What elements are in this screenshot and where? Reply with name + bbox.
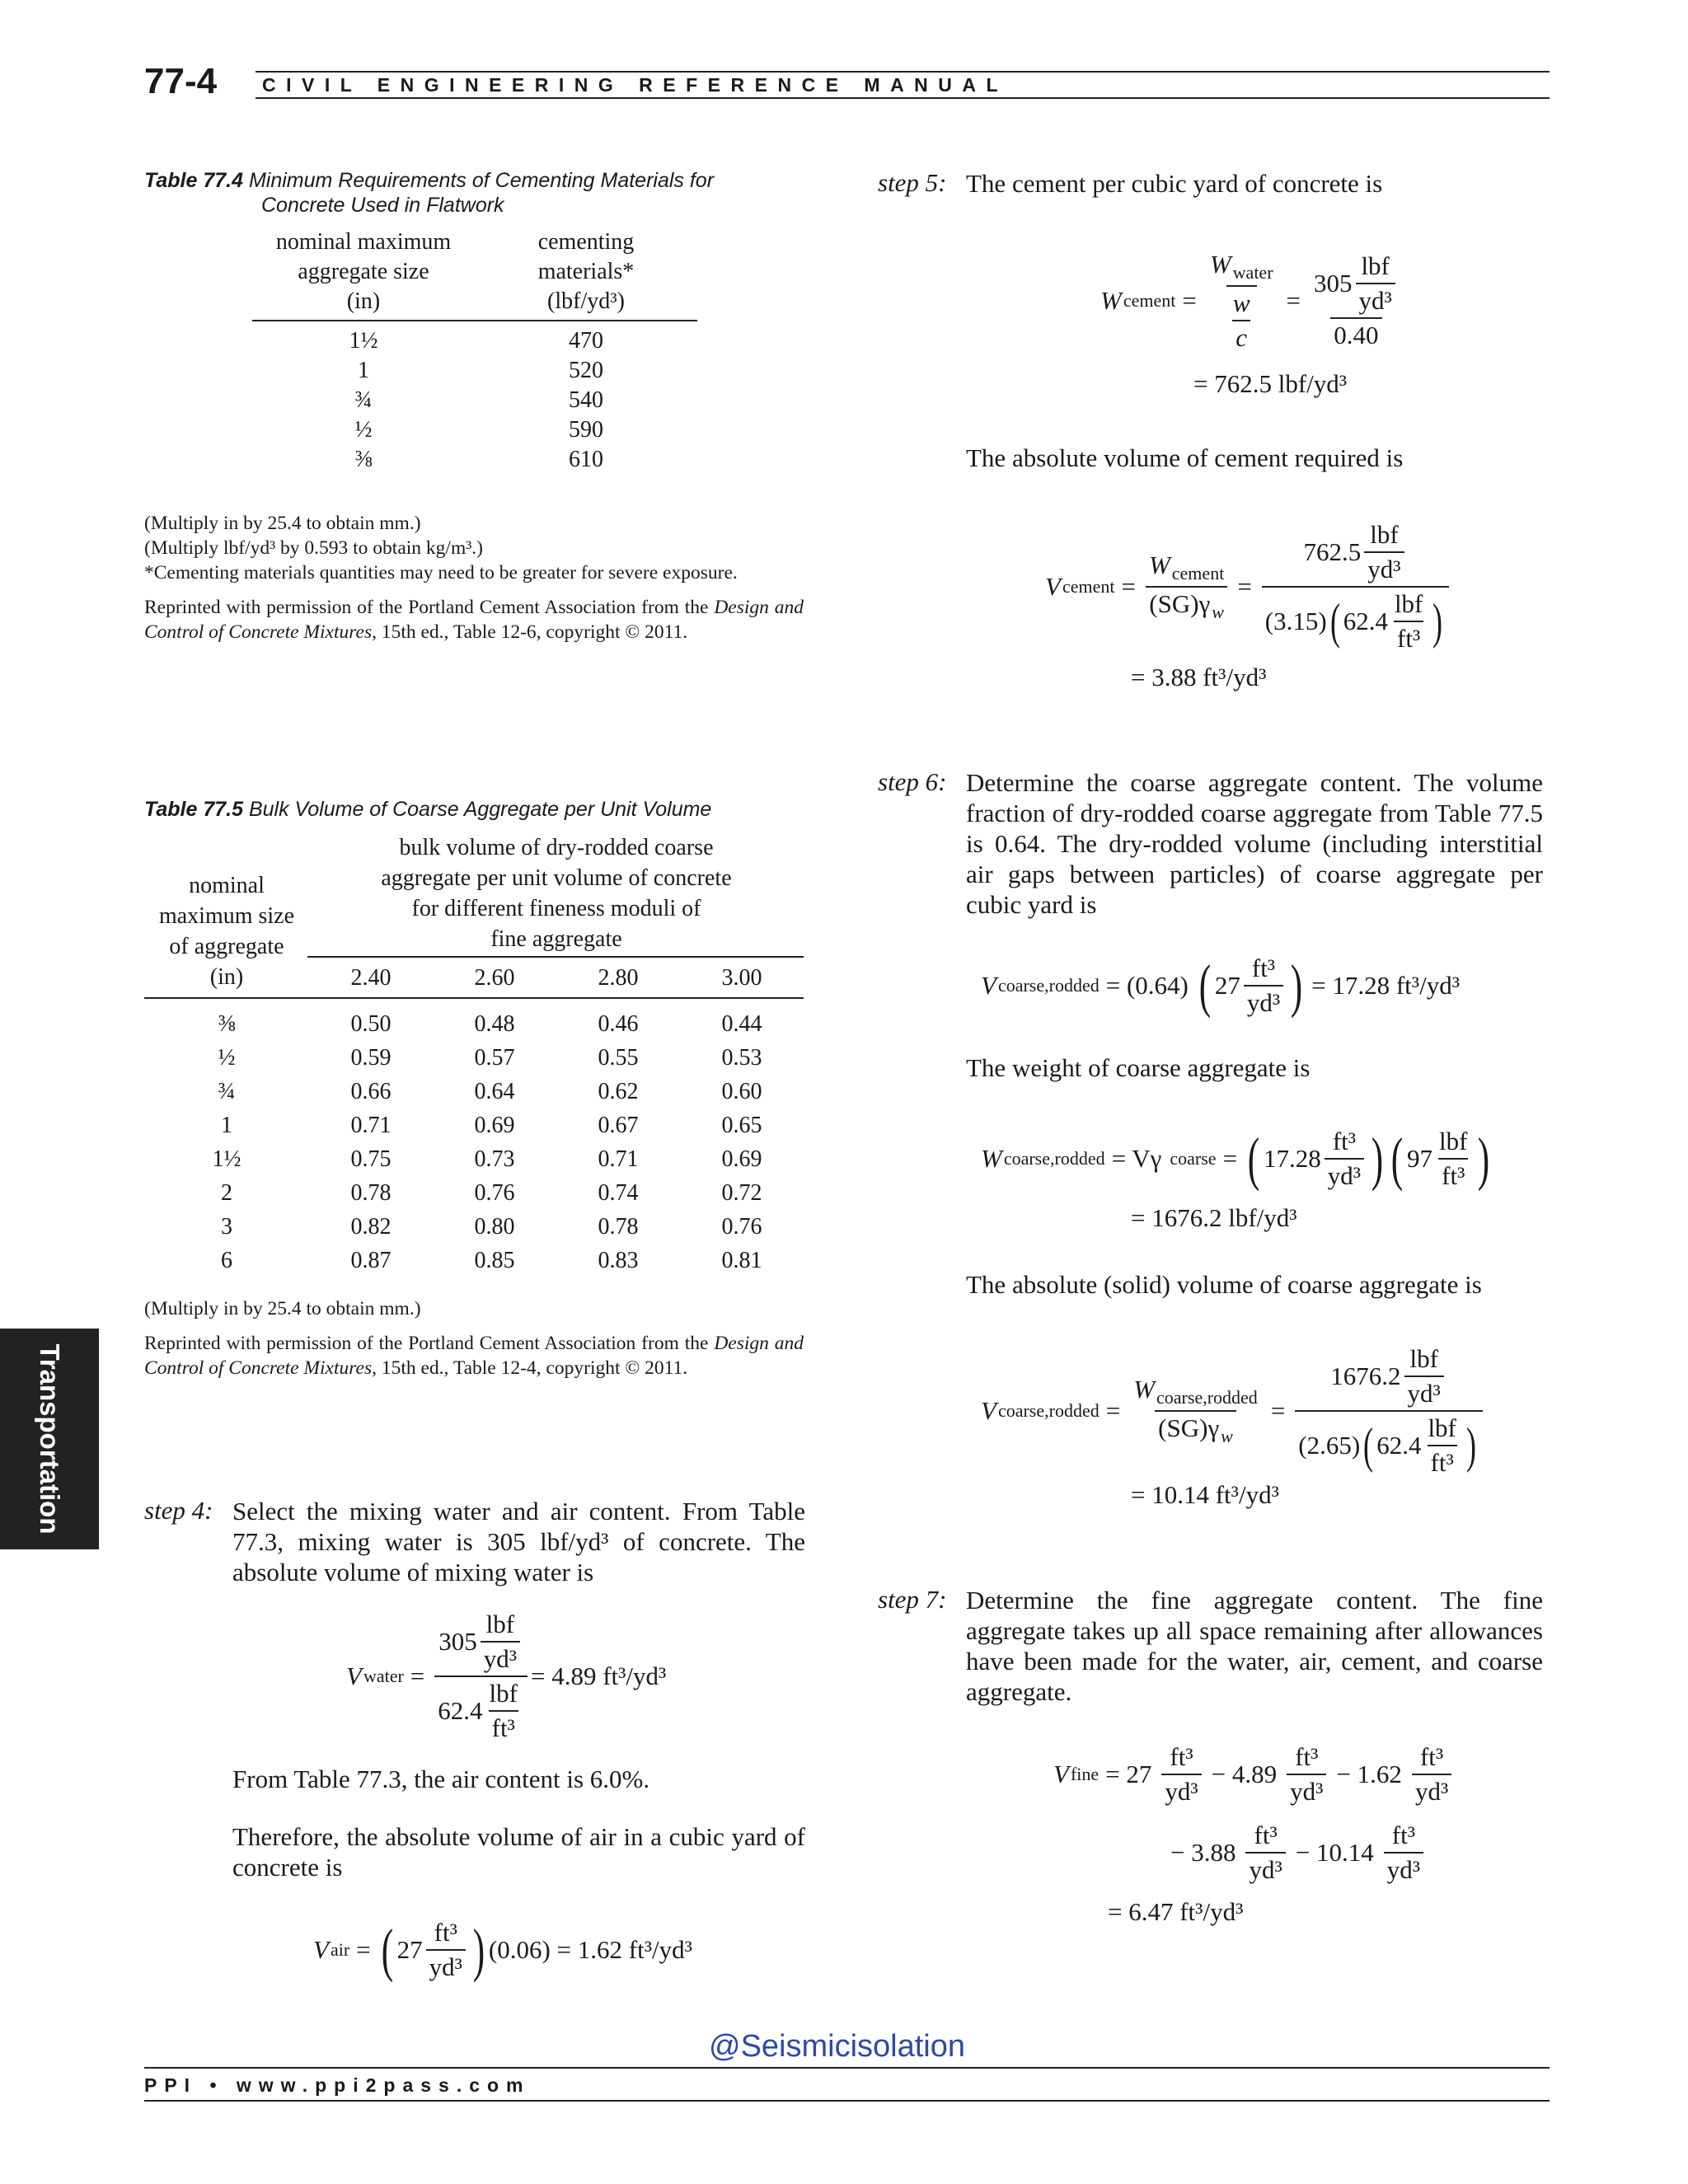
cell-value: 0.80	[474, 1214, 515, 1240]
head-line: cementing	[537, 229, 635, 255]
head-line: maximum size	[158, 903, 295, 929]
eq-symbol: V	[981, 1396, 996, 1425]
cell-size: ⅜	[218, 1011, 236, 1037]
page-number: 77-4	[144, 61, 218, 101]
table-77-4	[252, 227, 697, 475]
table-row	[252, 415, 697, 445]
credit-title: Design and Control of Concrete Mixtures	[144, 597, 804, 643]
cell-value: 0.78	[350, 1180, 392, 1206]
head-line: nominal	[189, 873, 265, 898]
table-row	[144, 1007, 804, 1041]
header-rule-top	[256, 71, 1550, 73]
eq-v-cement-result: = 3.88 ft³/yd³	[1131, 663, 1267, 691]
eq-v-air: V air = ( 27 $\frac{\text{ft³}}{\text{yd³}}$ ) (0.06) = 1.62 ft³/yd³	[313, 1917, 692, 1983]
caption-line: Minimum Requirements of Cementing Materials for	[248, 169, 715, 192]
eq-unit: yd³	[1287, 1774, 1326, 1807]
step-6-text-3: The absolute (solid) volume of coarse aggregate is	[966, 1270, 1482, 1299]
cell-value: 0.60	[721, 1079, 762, 1104]
cell-value: 0.50	[350, 1011, 392, 1037]
eq-subscript: cement	[1123, 290, 1176, 311]
table-row	[144, 1210, 804, 1244]
eq-result: = 17.28 ft³/yd³	[1311, 971, 1460, 1000]
cell-size: 1	[358, 358, 369, 383]
eq-subscript: fine	[1070, 1764, 1100, 1784]
table-row	[252, 386, 697, 415]
step-6-text-2: The weight of coarse aggregate is	[966, 1053, 1311, 1082]
head-line: aggregate per unit volume of concrete	[381, 865, 732, 891]
eq-value: − 10.14	[1295, 1838, 1374, 1867]
table-row	[144, 1176, 804, 1210]
eq-unit: yd³	[481, 1641, 520, 1674]
table-77-4-body	[252, 321, 697, 475]
eq-symbol: c	[1232, 320, 1250, 353]
eq-v-fine-line2	[1164, 1816, 1427, 1890]
eq-w-coarse-result: = 1676.2 lbf/yd³	[1131, 1203, 1297, 1232]
eq-unit: yd³	[1325, 1158, 1364, 1191]
cell-value: 520	[569, 358, 603, 383]
step-7-text: Determine the fine aggregate content. The fine aggregate takes up all space remaining after allowances have been made for the water, air, cement, and coarse aggregate.	[966, 1586, 1543, 1706]
cell-value: 0.85	[474, 1248, 515, 1273]
head-line: aggregate size	[298, 259, 429, 284]
table-77-5-body	[144, 1007, 804, 1277]
footer-text: PPI • www.ppi2pass.com	[144, 2074, 531, 2096]
head-line: nominal maximum	[275, 229, 452, 255]
cell-value: 0.87	[350, 1248, 392, 1273]
cell-value: 0.69	[721, 1146, 762, 1172]
step-4-label: step 4:	[144, 1496, 213, 1525]
cell-size: 1½	[212, 1146, 241, 1172]
eq-subscript: coarse,rodded	[1003, 1148, 1105, 1169]
eq-unit: lbf	[1394, 589, 1423, 618]
eq-v-coarse-rodded: V coarse,rodded = (0.64) ( 27 $\frac{\text{ft³}}{\text{yd³}}$ ) = 17.28 ft³/yd³	[981, 953, 1460, 1019]
credit-text: Reprinted with permission of the Portland Cement Association from the	[144, 597, 709, 618]
step-5-label: step 5:	[878, 168, 947, 197]
eq-subscript: water	[1232, 261, 1273, 283]
eq-unit: yd³	[1404, 1376, 1444, 1408]
eq-unit: lbf	[1361, 251, 1390, 280]
eq-value: (3.15)	[1264, 607, 1327, 635]
eq-value: 17.28	[1264, 1144, 1321, 1173]
eq-w-coarse-rodded: W coarse,rodded = Vγ coarse = ( 17.28 $\frac{\text{ft³}}{\text{yd³}}$ ) ( 97 $\frac{\text{lbf}}{\text{ft³}}$ )	[981, 1126, 1490, 1192]
eq-fraction: 762.5 $\frac{\text{lbf}}{\text{yd³}}$ (3.15) ( 62.4 $\frac{\text{lbf}}{\text{ft³}}$ )	[1262, 520, 1450, 654]
eq-symbol: (SG)γ	[1158, 1413, 1220, 1442]
cell-value: 0.71	[598, 1146, 639, 1172]
cell-value: 540	[569, 387, 603, 413]
cell-value: 0.81	[721, 1248, 762, 1273]
note: *Cementing materials quantities may need to be greater for severe exposure.	[144, 562, 738, 583]
eq-fraction	[1146, 551, 1227, 623]
eq-symbol: W	[1209, 249, 1231, 279]
head-rule	[144, 997, 804, 999]
eq-fraction	[434, 1610, 528, 1743]
eq-symbol: = Vγ	[1111, 1144, 1162, 1173]
eq-w-cement: W cement = $\frac{W_{water}}{\frac{w}{c}}$ = 305 $\frac{\text{lbf}}{\text{yd³}}$ 0.40	[1100, 231, 1405, 371]
eq-unit: lbf	[485, 1610, 515, 1638]
cell-size: 3	[221, 1214, 232, 1240]
cell-value: 0.53	[721, 1045, 762, 1071]
cell-size: ¾	[354, 387, 373, 413]
cell-value: 0.55	[598, 1045, 639, 1071]
step-4-text: Select the mixing water and air content. From Table 77.3, mixing water is 305 lbf/yd³ of concrete. The absolute volume of mixing water is	[232, 1497, 805, 1586]
eq-unit: ft³	[434, 1918, 457, 1947]
cell-value: 0.69	[474, 1113, 515, 1138]
step-5-text: The cement per cubic yard of concrete is	[966, 169, 1383, 198]
eq-symbol: (SG)γ	[1149, 589, 1211, 618]
cell-value: 0.76	[474, 1180, 515, 1206]
fm-head-row	[144, 963, 804, 993]
watermark: @Seismicisolation	[709, 2029, 966, 2064]
table-row	[144, 1142, 804, 1176]
eq-fraction	[1207, 250, 1277, 353]
eq-unit: ft³	[1295, 1742, 1319, 1771]
cell-value: 0.48	[474, 1011, 515, 1037]
eq-v-fine-result: = 6.47 ft³/yd³	[1108, 1897, 1244, 1926]
cell-value: 0.66	[350, 1079, 392, 1104]
eq-value: = 27	[1105, 1760, 1152, 1788]
head-line: (in)	[209, 964, 244, 990]
eq-symbol: w	[1232, 288, 1250, 317]
head-line: (lbf/yd³)	[547, 288, 625, 314]
cell-value: 0.46	[598, 1011, 639, 1037]
eq-value: = (0.64)	[1105, 971, 1189, 1000]
step-7-label: step 7:	[878, 1585, 947, 1614]
eq-result: = 4.89 ft³/yd³	[530, 1661, 667, 1690]
fm-head: 2.40	[350, 965, 392, 991]
group-rule	[307, 956, 804, 958]
eq-value: 62.4	[438, 1696, 483, 1725]
air-content-text: From Table 77.3, the air content is 6.0%.	[232, 1765, 650, 1793]
eq-v-coarse-solid: V coarse,rodded = $\frac{W_{coarse,rodded}}{(SG)\gamma_w}$ = 1676.2 $\frac{\text{lbf}}{\text{yd³}}$ (2.65) ( 62.4 $\frac{\text{lbf}}{\text{ft³}}$ )	[981, 1342, 1486, 1480]
eq-symbol: V	[346, 1661, 362, 1690]
eq-fraction: 1676.2 $\frac{\text{lbf}}{\text{yd³}}$ (2.65) ( 62.4 $\frac{\text{lbf}}{\text{ft³}}$ )	[1295, 1344, 1483, 1478]
table-label: Table 77.4	[144, 169, 243, 192]
cell-size: 1½	[349, 328, 378, 354]
eq-unit: ft³	[1170, 1742, 1193, 1771]
col-head-size	[252, 227, 475, 321]
cell-size: 2	[221, 1180, 232, 1206]
caption-line: Bulk Volume of Coarse Aggregate per Unit Volume	[248, 798, 712, 821]
eq-unit: ft³	[1251, 954, 1276, 982]
eq-value: (2.65)	[1298, 1431, 1361, 1460]
air-volume-text: Therefore, the absolute volume of air in a cubic yard of concrete is	[232, 1822, 805, 1882]
credit-text: , 15th ed., Table 12-4, copyright © 2011.	[372, 1357, 688, 1379]
cell-value: 0.57	[474, 1045, 515, 1071]
eq-value: − 4.89	[1211, 1760, 1278, 1788]
eq-value: − 3.88	[1170, 1838, 1236, 1867]
table-row	[252, 321, 697, 356]
credit	[144, 1331, 804, 1380]
eq-symbol: W	[1148, 551, 1170, 579]
table-row	[144, 1075, 804, 1108]
step-6-text: Determine the coarse aggregate content. The volume fraction of dry-rodded coarse aggregate from Table 77.5 is 0.64. The dry-rodded volume (including interstitial air gaps between particles) of coarse aggregate per cubic yard is	[966, 768, 1543, 919]
section-side-tab	[0, 1329, 99, 1549]
cell-value: 590	[569, 417, 603, 443]
cell-value: 0.78	[598, 1214, 639, 1240]
table-row	[144, 1108, 804, 1142]
table-77-5-notes	[144, 1296, 804, 1380]
footer-rule-bottom	[144, 2100, 1550, 2102]
cell-value: 0.44	[721, 1011, 762, 1037]
eq-fraction	[1311, 251, 1402, 350]
eq-unit: lbf	[1409, 1344, 1438, 1373]
table-label: Table 77.5	[144, 798, 243, 821]
eq-unit: yd³	[1244, 985, 1283, 1018]
eq-subscript: air	[330, 1939, 350, 1960]
eq-v-water: V water = 305 $\frac{\text{lbf}}{\text{yd³}}$ 62.4 $\frac{\text{lbf}}{\text{ft³}}$ = 4.89 ft³/yd³	[346, 1610, 667, 1742]
cell-value: 0.72	[721, 1180, 762, 1206]
eq-result: (0.06) = 1.62 ft³/yd³	[488, 1935, 692, 1964]
eq-unit: yd³	[1356, 283, 1395, 316]
cell-size: 1	[221, 1113, 232, 1138]
cell-size: 6	[221, 1248, 232, 1273]
eq-subscript: cement	[1062, 576, 1115, 597]
credit-text: Reprinted with permission of the Portland Cement Association from the	[144, 1333, 709, 1354]
running-header: CIVIL ENGINEERING REFERENCE MANUAL	[262, 74, 1009, 96]
table-77-5-caption	[144, 797, 820, 822]
head-line: of aggregate	[169, 934, 284, 959]
group-head	[309, 832, 804, 954]
eq-unit: yd³	[1412, 1774, 1451, 1807]
eq-unit: lbf	[1428, 1413, 1456, 1442]
eq-unit: yd³	[1364, 551, 1404, 584]
cell-value: 0.73	[474, 1146, 515, 1172]
eq-subscript: w	[1212, 602, 1224, 622]
credit	[144, 595, 804, 644]
cell-value: 0.74	[598, 1180, 639, 1206]
eq-unit: lbf	[1370, 520, 1399, 549]
head-line: for different fineness moduli of	[411, 896, 701, 921]
eq-unit: lbf	[1439, 1127, 1468, 1155]
credit-title: Design and Control of Concrete Mixtures	[144, 1333, 804, 1379]
eq-unit: ft³	[1332, 1127, 1357, 1155]
eq-symbol: V	[1045, 572, 1061, 601]
credit-text: , 15th ed., Table 12-6, copyright © 2011.	[372, 621, 688, 643]
step-5-text-2: The absolute volume of cement required is	[966, 443, 1404, 472]
cell-value: 0.67	[598, 1113, 639, 1138]
eq-unit: ft³	[1254, 1821, 1278, 1849]
cell-size: ⅜	[354, 447, 373, 472]
eq-symbol: V	[1053, 1760, 1069, 1788]
eq-symbol: V	[981, 971, 996, 1000]
note: (Multiply in by 25.4 to obtain mm.)	[144, 513, 421, 534]
eq-unit: yd³	[1161, 1774, 1201, 1807]
eq-value: 762.5	[1303, 537, 1362, 566]
eq-subscript: cement	[1171, 563, 1225, 583]
eq-unit: ft³	[1438, 1158, 1468, 1191]
head-line: fine aggregate	[490, 926, 622, 952]
fm-head: 2.80	[598, 965, 639, 991]
eq-subscript: coarse,rodded	[997, 1400, 1100, 1421]
table-77-4-notes	[144, 511, 804, 644]
table-row	[144, 1244, 804, 1277]
cell-value: 0.64	[474, 1079, 515, 1104]
caption-line: Concrete Used in Flatwork	[261, 194, 504, 217]
eq-unit: ft³	[1394, 621, 1423, 654]
table-row	[252, 445, 697, 475]
eq-unit: yd³	[1245, 1852, 1285, 1885]
eq-fraction	[1130, 1375, 1261, 1447]
cell-value: 0.75	[350, 1146, 392, 1172]
cell-size: ¾	[218, 1079, 236, 1104]
eq-subscript: w	[1221, 1426, 1233, 1446]
cell-value: 0.62	[598, 1079, 639, 1104]
cell-value: 610	[569, 447, 603, 472]
cell-value: 0.76	[721, 1214, 762, 1240]
note: (Multiply in by 25.4 to obtain mm.)	[144, 1298, 421, 1319]
eq-symbol: W	[1100, 286, 1122, 315]
eq-unit: ft³	[1419, 1742, 1444, 1771]
table-77-4-caption	[144, 168, 820, 218]
header-rule-bottom	[256, 97, 1550, 99]
eq-v-cement: V cement = $\frac{W_{cement}}{(SG)\gamma_w}$ = 762.5 $\frac{\text{lbf}}{\text{yd³}}$ (3.15) ( 62.4 $\frac{\text{lbf}}{\text{ft³}}$ )	[1045, 518, 1452, 656]
head-line: materials*	[537, 259, 635, 284]
eq-value: 27	[396, 1935, 423, 1964]
table-row	[252, 356, 697, 386]
eq-v-coarse-solid-result: = 10.14 ft³/yd³	[1131, 1480, 1279, 1509]
col-head-cement	[475, 227, 697, 321]
eq-value: 27	[1214, 971, 1240, 1000]
eq-unit: yd³	[426, 1949, 466, 1982]
eq-symbol: W	[1133, 1375, 1156, 1404]
table-row	[144, 1041, 804, 1075]
eq-w-cement-result: = 762.5 lbf/yd³	[1193, 369, 1348, 398]
eq-value: 62.4	[1343, 607, 1388, 635]
note: (Multiply lbf/yd³ by 0.593 to obtain kg/m³.)	[144, 537, 483, 559]
step-6-label: step 6:	[878, 767, 947, 796]
eq-subscript: coarse	[1170, 1148, 1217, 1169]
eq-value: 305	[438, 1627, 477, 1656]
eq-value: 97	[1407, 1144, 1433, 1173]
head-line: (in)	[346, 288, 381, 314]
cell-value: 0.65	[721, 1113, 762, 1138]
eq-subscript: coarse,rodded	[1156, 1387, 1258, 1408]
cell-value: 0.83	[598, 1248, 639, 1273]
eq-unit: ft³	[489, 1710, 518, 1743]
footer-rule-top	[144, 2067, 1550, 2069]
cell-size: ½	[218, 1045, 236, 1071]
cell-value: 470	[569, 328, 603, 354]
eq-subscript: coarse,rodded	[997, 975, 1100, 996]
eq-value: − 1.62	[1336, 1760, 1402, 1788]
eq-value: 305	[1314, 269, 1353, 298]
eq-symbol: W	[981, 1144, 1002, 1173]
eq-unit: yd³	[1384, 1852, 1423, 1885]
eq-value: 1676.2	[1330, 1361, 1401, 1390]
cell-size: ½	[354, 417, 373, 443]
eq-unit: ft³	[1391, 1821, 1416, 1849]
eq-v-fine-line1	[1053, 1737, 1455, 1811]
eq-unit: lbf	[489, 1679, 518, 1708]
cell-value: 0.82	[350, 1214, 392, 1240]
cell-value: 0.71	[350, 1113, 392, 1138]
fm-head: 2.60	[474, 965, 515, 991]
eq-symbol: V	[313, 1935, 329, 1964]
eq-unit: ft³	[1428, 1445, 1457, 1478]
cell-value: 0.59	[350, 1045, 392, 1071]
fm-head: 3.00	[721, 965, 762, 991]
head-line: bulk volume of dry-rodded coarse	[399, 835, 714, 860]
eq-value: 0.40	[1330, 317, 1381, 350]
side-tab-label: Transportation	[35, 1343, 65, 1535]
eq-subscript: water	[363, 1666, 404, 1686]
eq-value: 62.4	[1376, 1431, 1422, 1460]
